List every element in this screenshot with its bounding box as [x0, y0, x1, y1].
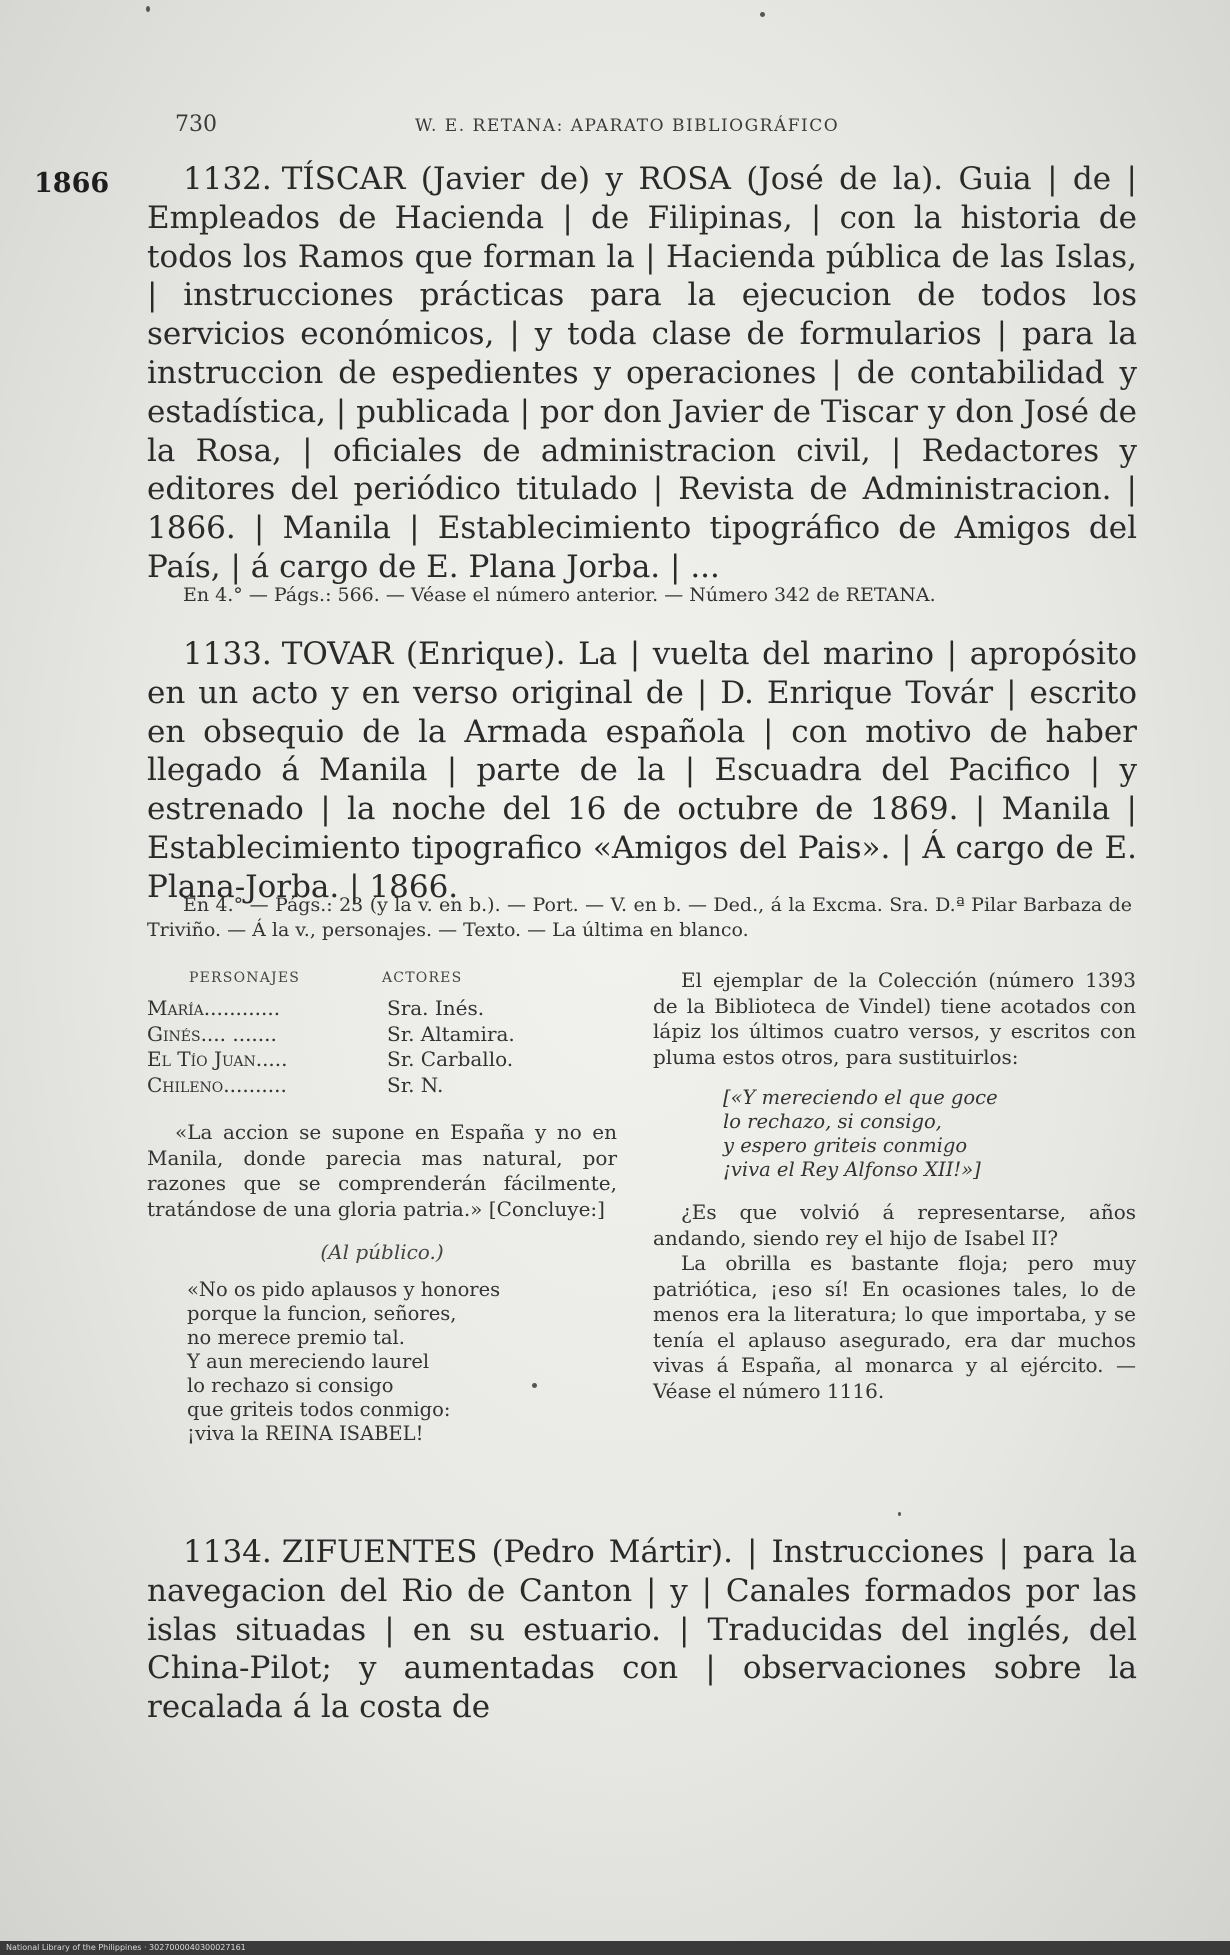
cast-row [147, 996, 617, 1022]
cast-actor: Sr. Carballo. [387, 1047, 514, 1071]
commentary [653, 1200, 1136, 1404]
commentary-text: La obrilla es bastante floja; pero muy patriótica, ¡eso sí! En ocasiones tales, lo de menos era la literatura; lo que importaba, y se tenía el aplauso asegurado, era dar muchos vivas á España, al monarca y al ejército. — Véase el número 1116. [653, 1251, 1136, 1403]
commentary-question: ¿Es que volvió á representarse, años andando, siendo rey el hijo de Isabel II? [653, 1200, 1136, 1250]
cast-actor: Sr. Altamira. [387, 1021, 515, 1046]
entry-1134 [147, 1533, 1137, 1727]
entry-number: 1133. [183, 636, 272, 672]
cast-row [147, 1022, 617, 1048]
entry-1133 [147, 635, 1137, 907]
cast-character: María............ [147, 996, 281, 1020]
cast-header-personajes: PERSONAJES [189, 970, 301, 986]
margin-year: 1866 [34, 168, 110, 199]
page-number: 730 [175, 112, 217, 137]
entry-text: ZIFUENTES (Pedro Mártir). | Instrucciones | para la navegacion del Rio de Canton | y | Canales formados por las islas situadas | en su estuario. | Traducidas del inglés, del China-Pilot; y aumentadas con | observaciones sobre la recalada á la costa de [147, 1534, 1137, 1726]
cast-actor: Sr. N. [387, 1072, 444, 1097]
closing-verse: «No os pido aplausos y honores porque la funcion, señores, no merece premio tal. Y aun mereciendo laurel lo rechazo si consigo que griteis todos conmigo: ¡viva la REINA ISABEL! [187, 1278, 501, 1445]
collection-note [653, 968, 1136, 1070]
cast-character: Ginés.... ....... [147, 1021, 277, 1046]
cast-list [147, 996, 617, 1098]
entry-1133-note [147, 893, 1132, 943]
quote-block [147, 1120, 617, 1222]
cast-header-actores: ACTORES [382, 970, 463, 986]
stage-direction: (Al público.) [320, 1240, 444, 1264]
scan-speck [146, 6, 150, 12]
cast-header [147, 970, 617, 986]
left-column [147, 970, 617, 1446]
scan-footer: National Library of the Philippines · 3027000040300027161 [0, 1941, 1230, 1955]
entry-1132-note [147, 583, 1132, 608]
quote-text: «La accion se supone en España y no en Manila, donde parecia mas natural, por razones que se comprenderán fácilmente, tratándose de una gloria patria.» [Concluye:] [147, 1120, 617, 1221]
replacement-verse: [«Y mereciendo el que goce lo rechazo, si consigo, y espero griteis conmigo ¡viva el Rey Alfonso XII!»] [723, 1086, 998, 1181]
scan-speck [898, 1512, 901, 1516]
cast-row [147, 1047, 617, 1073]
cast-character: Chileno.......... [147, 1072, 287, 1097]
entry-text: TÍSCAR (Javier de) y ROSA (José de la). Guia | de | Empleados de Hacienda | de Filipinas, | con la historia de todos los Ramos que forman la | Hacienda pública de las Islas, | instrucciones prácticas para la ejecucion de todos los servicios económicos, | y toda clase de formularios | para la instruccion de espedientes y operaciones | de contabilidad y estadística, | publicada | por don Javier de Tiscar y don José de la Rosa, | oficiales de administracion civil, | Redactores y editores del periódico titulado | Revista de Administracion. | 1866. | Manila | Establecimiento tipográfico de Amigos del País, | á cargo de E. Plana Jorba. | ... [147, 161, 1137, 585]
entry-note: En 4.° — Págs.: 23 (y la v. en b.). — Port. — V. en b. — Ded., á la Excma. Sra. D.ª Pilar Barbaza de Triviño. — Á la v., personajes. — Texto. — La última en blanco. [147, 894, 1132, 941]
scan-speck [760, 12, 765, 17]
cast-actor: Sra. Inés. [387, 996, 485, 1020]
entry-1132 [147, 160, 1137, 587]
entry-note: En 4.° — Págs.: 566. — Véase el número anterior. — Número 342 de RETANA. [183, 584, 936, 606]
running-title: W. E. RETANA: APARATO BIBLIOGRÁFICO [415, 116, 840, 136]
cast-character: El Tío Juan..... [147, 1047, 288, 1071]
scan-speck [532, 1383, 537, 1388]
entry-number: 1134. [183, 1534, 272, 1570]
entry-text: TOVAR (Enrique). La | vuelta del marino | apropósito en un acto y en verso original de | D. Enrique Továr | escrito en obsequio de la Armada española | con motivo de haber llegado á Manila | parte de la | Escuadra del Pacifico | y estrenado | la noche del 16 de octubre de 1869. | Manila | Establecimiento tipografico «Amigos del Pais». | Á cargo de E. Plana-Jorba. | 1866. [147, 636, 1137, 905]
right-column [653, 968, 1136, 1404]
collection-note-text: El ejemplar de la Colección (número 1393 de la Biblioteca de Vindel) tiene acotados con lápiz los últimos cuatro versos, y escritos con pluma estos otros, para sustituirlos: [653, 968, 1136, 1069]
entry-number: 1132. [183, 161, 272, 197]
cast-row [147, 1073, 617, 1099]
